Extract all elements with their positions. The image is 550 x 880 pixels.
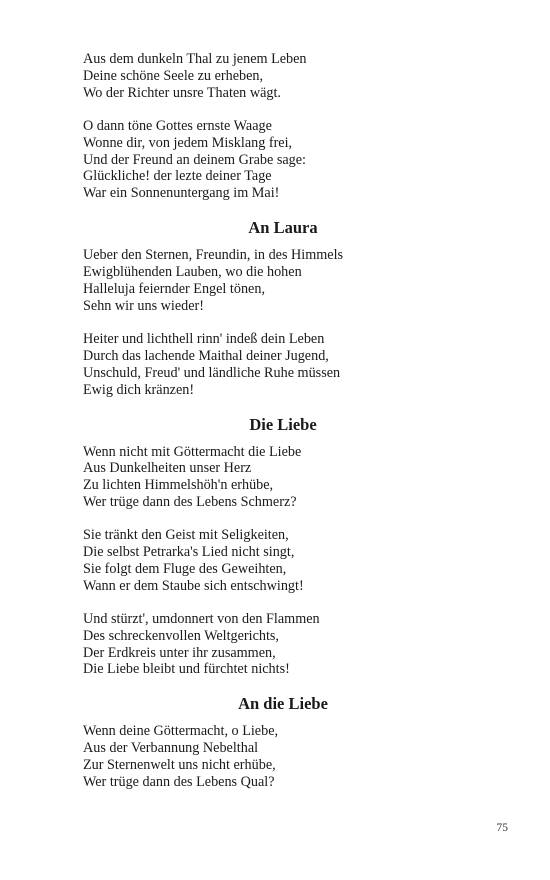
verse-line: Aus der Verbannung Nebelthal	[83, 740, 259, 757]
verse-line: Ueber den Sternen, Freundin, in des Himmels	[83, 247, 344, 264]
poem-section	[83, 51, 483, 202]
verse-line: Glückliche! der lezte deiner Tage	[83, 168, 272, 185]
poem-section	[83, 694, 483, 791]
verse-line: Wo der Richter unsre Thaten wägt.	[83, 84, 281, 101]
verse-line: Wann er dem Staube sich entschwingt!	[83, 577, 304, 594]
page-content	[83, 51, 483, 807]
verse-line: Ewig dich kränzen!	[83, 381, 195, 398]
verse-line: Wer trüge dann des Lebens Qual?	[83, 774, 275, 791]
poem-section	[83, 415, 483, 679]
verse-line: Wonne dir, von jedem Misklang frei,	[83, 134, 293, 151]
verse-line: Zur Sternenwelt uns nicht erhübe,	[83, 757, 276, 774]
poem-title: An die Liebe	[238, 694, 328, 714]
verse-line: Und stürzt', umdonnert von den Flammen	[83, 610, 320, 627]
verse-line: Des schreckenvollen Weltgerichts,	[83, 627, 279, 644]
stanza	[83, 51, 483, 102]
verse-line: Wenn nicht mit Göttermacht die Liebe	[83, 443, 302, 460]
verse-line: Sie tränkt den Geist mit Seligkeiten,	[83, 527, 289, 544]
stanza	[83, 331, 483, 399]
verse-line: Durch das lachende Maithal deiner Jugend,	[83, 347, 329, 364]
stanza	[83, 723, 483, 791]
poem-title: Die Liebe	[249, 414, 317, 434]
verse-line: Deine schöne Seele zu erheben,	[83, 67, 264, 84]
verse-line: Die selbst Petrarka's Lied nicht singt,	[83, 544, 295, 561]
stanza	[83, 444, 483, 512]
stanza	[83, 611, 483, 679]
poem-section	[83, 218, 483, 398]
verse-line: Wer trüge dann des Lebens Schmerz?	[83, 494, 297, 511]
verse-line: Halleluja feiernder Engel tönen,	[83, 281, 265, 298]
verse-line: Der Erdkreis unter ihr zusammen,	[83, 644, 276, 661]
stanza	[83, 527, 483, 595]
verse-line: Sehn wir uns wieder!	[83, 297, 204, 314]
verse-line: Ewigblühenden Lauben, wo die hohen	[83, 264, 302, 281]
verse-line: Aus Dunkelheiten unser Herz	[83, 460, 252, 477]
verse-line: Zu lichten Himmelshöh'n erhübe,	[83, 477, 274, 494]
stanza	[83, 118, 483, 203]
verse-line: O dann töne Gottes ernste Waage	[83, 117, 272, 134]
page-number: 75	[496, 822, 508, 834]
verse-line: Heiter und lichthell rinn' indeß dein Leben	[83, 330, 325, 347]
stanza	[83, 247, 483, 315]
verse-line: Und der Freund an deinem Grabe sage:	[83, 151, 306, 168]
verse-line: Die Liebe bleibt und fürchtet nichts!	[83, 661, 290, 678]
verse-line: War ein Sonnenuntergang im Mai!	[83, 185, 280, 202]
verse-line: Wenn deine Göttermacht, o Liebe,	[83, 723, 279, 740]
verse-line: Aus dem dunkeln Thal zu jenem Leben	[83, 51, 307, 67]
verse-line: Sie folgt dem Fluge des Geweihten,	[83, 560, 287, 577]
poem-title: An Laura	[248, 218, 318, 238]
verse-line: Unschuld, Freud' und ländliche Ruhe müssen	[83, 364, 341, 381]
